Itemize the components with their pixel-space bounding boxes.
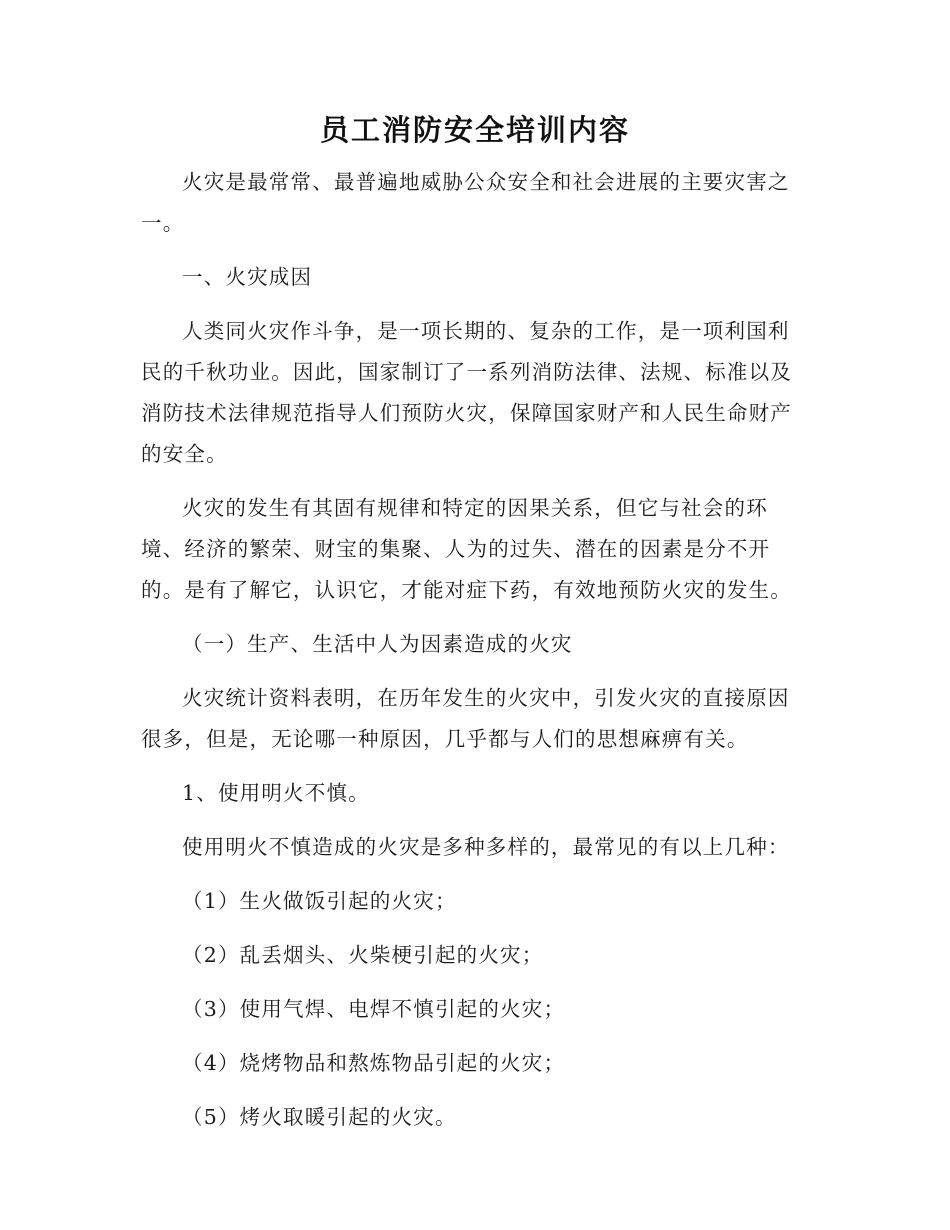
document-title: 员工消防安全培训内容 bbox=[319, 113, 630, 147]
list-item-cigarette-match-fire: （2）乱丢烟头、火柴梗引起的火灾； bbox=[182, 943, 544, 967]
paragraph-fire-causality: 火灾的发生有其固有规律和特定的因果关系，但它与社会的环境、经济的繁荣、财宝的集聚、人为的过失、潜在的因素是分不开的。是有了解它，认识它，才能对症下药，有效地预防火灾的发生。 bbox=[141, 496, 792, 602]
section-heading-fire-causes: 一、火灾成因 bbox=[182, 265, 313, 289]
paragraph-intro: 火灾是最常常、最普遍地威胁公众安全和社会进展的主要灾害之一。 bbox=[141, 170, 790, 235]
list-item-cooking-fire: （1）生火做饭引起的火灾； bbox=[182, 889, 457, 913]
paragraph-fire-statistics: 火灾统计资料表明，在历年发生的火灾中，引发火灾的直接原因很多，但是，无论哪一种原因，几乎都与人们的思想麻痹有关。 bbox=[141, 686, 790, 751]
subsection-heading-human-factors: （一）生产、生活中人为因素造成的火灾 bbox=[182, 632, 573, 656]
paragraph-open-flame-types: 使用明火不慎造成的火灾是多种多样的，最常见的有以上几种： bbox=[182, 835, 790, 859]
list-item-welding-fire: （3）使用气焊、电焊不慎引起的火灾； bbox=[182, 997, 566, 1021]
document-body bbox=[141, 162, 801, 1151]
list-item-roasting-fire: （4）烧烤物品和熬炼物品引起的火灾； bbox=[182, 1051, 566, 1075]
paragraph-fire-struggle: 人类同火灾作斗争，是一项长期的、复杂的工作，是一项利国利民的千秋功业。因此，国家制订了一系列消防法律、法规、标准以及消防技术法律规范指导人们预防火灾，保障国家财产和人民生命财产的安全。 bbox=[141, 319, 792, 466]
list-item-heating-fire: （5）烤火取暖引起的火灾。 bbox=[182, 1105, 457, 1129]
item-heading-open-flame: 1、使用明火不慎。 bbox=[182, 781, 370, 805]
